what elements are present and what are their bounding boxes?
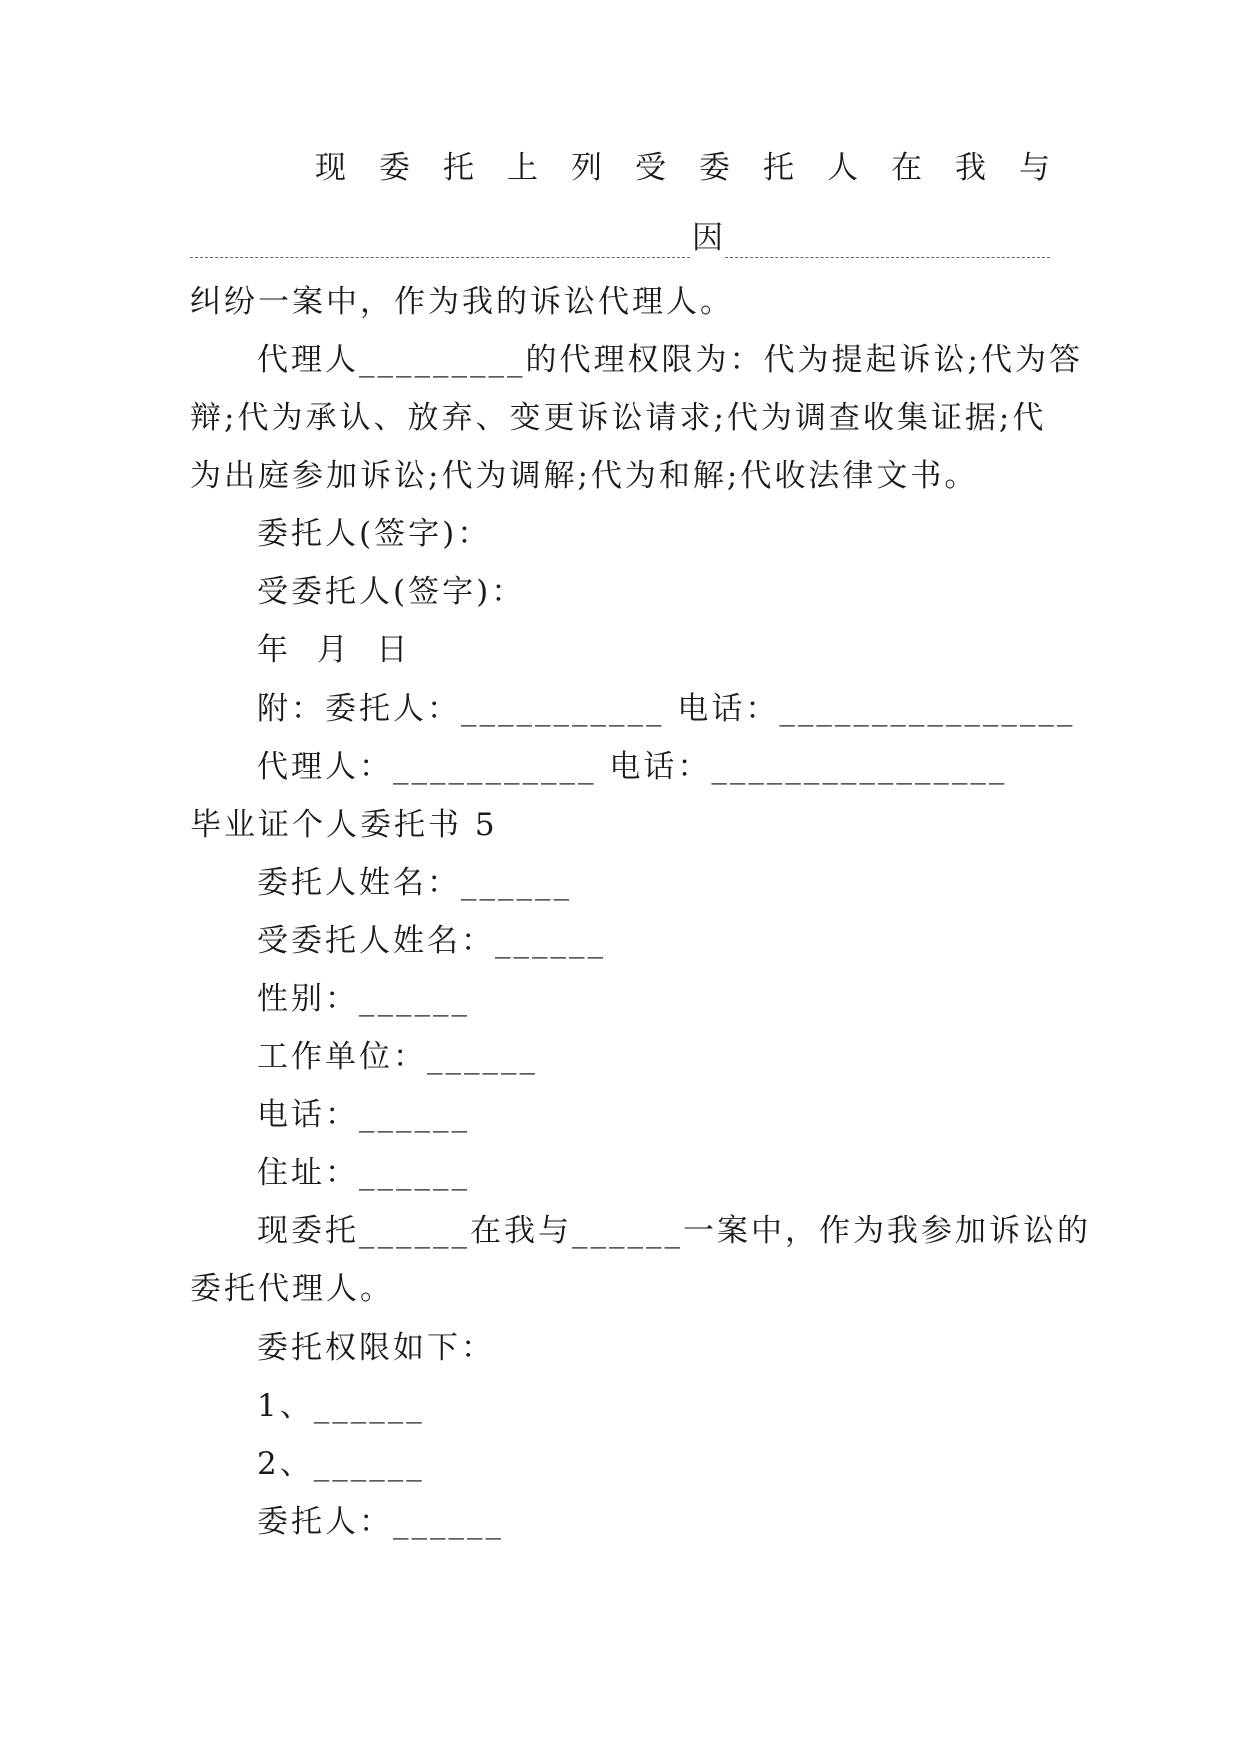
para1-char: 在 — [891, 150, 922, 186]
attach-agent-label: 代理人： — [257, 749, 393, 785]
field-blank: ______ — [461, 865, 572, 901]
para1-char: 委 — [699, 150, 730, 186]
final-signature — [257, 1502, 1050, 1542]
agent-blank: _________ — [359, 342, 526, 378]
attach-agent-phone-label: 电话： — [596, 749, 712, 785]
para1-char: 与 — [1019, 150, 1050, 186]
para1-char: 委 — [379, 150, 410, 186]
field-label: 住址： — [257, 1155, 359, 1191]
scope-item-number: 2、 — [257, 1446, 314, 1482]
para1-char: 现 — [315, 150, 346, 186]
field-label: 工作单位： — [257, 1039, 427, 1075]
date-line: 年 月 日 — [257, 632, 411, 668]
section-title: 毕业证个人委托书 5 — [190, 807, 498, 843]
para1-line2 — [190, 218, 1050, 258]
cause-char: 因 — [692, 220, 723, 256]
agent-signature: 受委托人(签字)： — [257, 574, 526, 610]
agent-scope-text: 的代理权限为：代为提起诉讼;代为答 — [525, 342, 1083, 378]
scope-item-1 — [257, 1386, 1050, 1426]
field-blank: ______ — [359, 981, 470, 1017]
para1-char: 上 — [507, 150, 538, 186]
field-label: 电话： — [257, 1097, 359, 1133]
scope-item-2 — [257, 1444, 1050, 1484]
para1-line3: 纠纷一案中，作为我的诉讼代理人。 — [190, 284, 734, 320]
field-label: 性别： — [257, 981, 359, 1017]
para1-char: 列 — [571, 150, 602, 186]
attach-agent-line — [257, 747, 1050, 787]
field-agent-name — [257, 921, 1050, 961]
blank-party — [190, 225, 690, 258]
agent-label: 代理人 — [257, 342, 359, 378]
field-blank: ______ — [427, 1039, 538, 1075]
scope-item-blank: ______ — [313, 1446, 425, 1482]
para1-char: 托 — [763, 150, 794, 186]
para2-line2: 辩;代为承认、放弃、变更诉讼请求;代为调查收集证据;代 — [190, 400, 1047, 436]
attach-client-label: 附：委托人： — [257, 691, 461, 727]
attach-client-phone-blank: ________________ — [779, 691, 1076, 727]
final-signature-label: 委托人： — [257, 1504, 393, 1540]
attach-agent-blank: ___________ — [393, 749, 597, 785]
para2-line1 — [257, 340, 1083, 380]
attach-client-blank: ___________ — [461, 691, 665, 727]
field-blank: ______ — [359, 1097, 470, 1133]
field-label: 受委托人姓名： — [257, 923, 495, 959]
field-blank: ______ — [495, 923, 606, 959]
attach-client-line — [257, 689, 1076, 729]
para1-char: 托 — [443, 150, 474, 186]
field-employer — [257, 1037, 1050, 1077]
client-signature: 委托人(签字)： — [257, 516, 492, 552]
field-blank: ______ — [359, 1155, 470, 1191]
field-phone — [257, 1095, 1050, 1135]
scope-item-blank: ______ — [313, 1388, 425, 1424]
attach-client-phone-label: 电话： — [664, 691, 780, 727]
field-client-name — [257, 863, 1050, 903]
field-gender — [257, 979, 1050, 1019]
entrust-line1: 现委托______在我与______一案中，作为我参加诉讼的 — [257, 1213, 1091, 1249]
blank-cause — [725, 225, 1050, 258]
para1-char: 人 — [827, 150, 858, 186]
field-label: 委托人姓名： — [257, 865, 461, 901]
entrust-line2: 委托代理人。 — [190, 1271, 394, 1307]
final-signature-blank: ______ — [393, 1504, 504, 1540]
para1-char: 我 — [955, 150, 986, 186]
scope-title: 委托权限如下： — [257, 1330, 495, 1366]
para2-line3: 为出庭参加诉讼;代为调解;代为和解;代收法律文书。 — [190, 458, 979, 494]
field-address — [257, 1153, 1050, 1193]
para1-char: 受 — [635, 150, 666, 186]
attach-agent-phone-blank: ________________ — [711, 749, 1008, 785]
para1-line1 — [315, 148, 1050, 188]
scope-item-number: 1、 — [257, 1388, 314, 1424]
